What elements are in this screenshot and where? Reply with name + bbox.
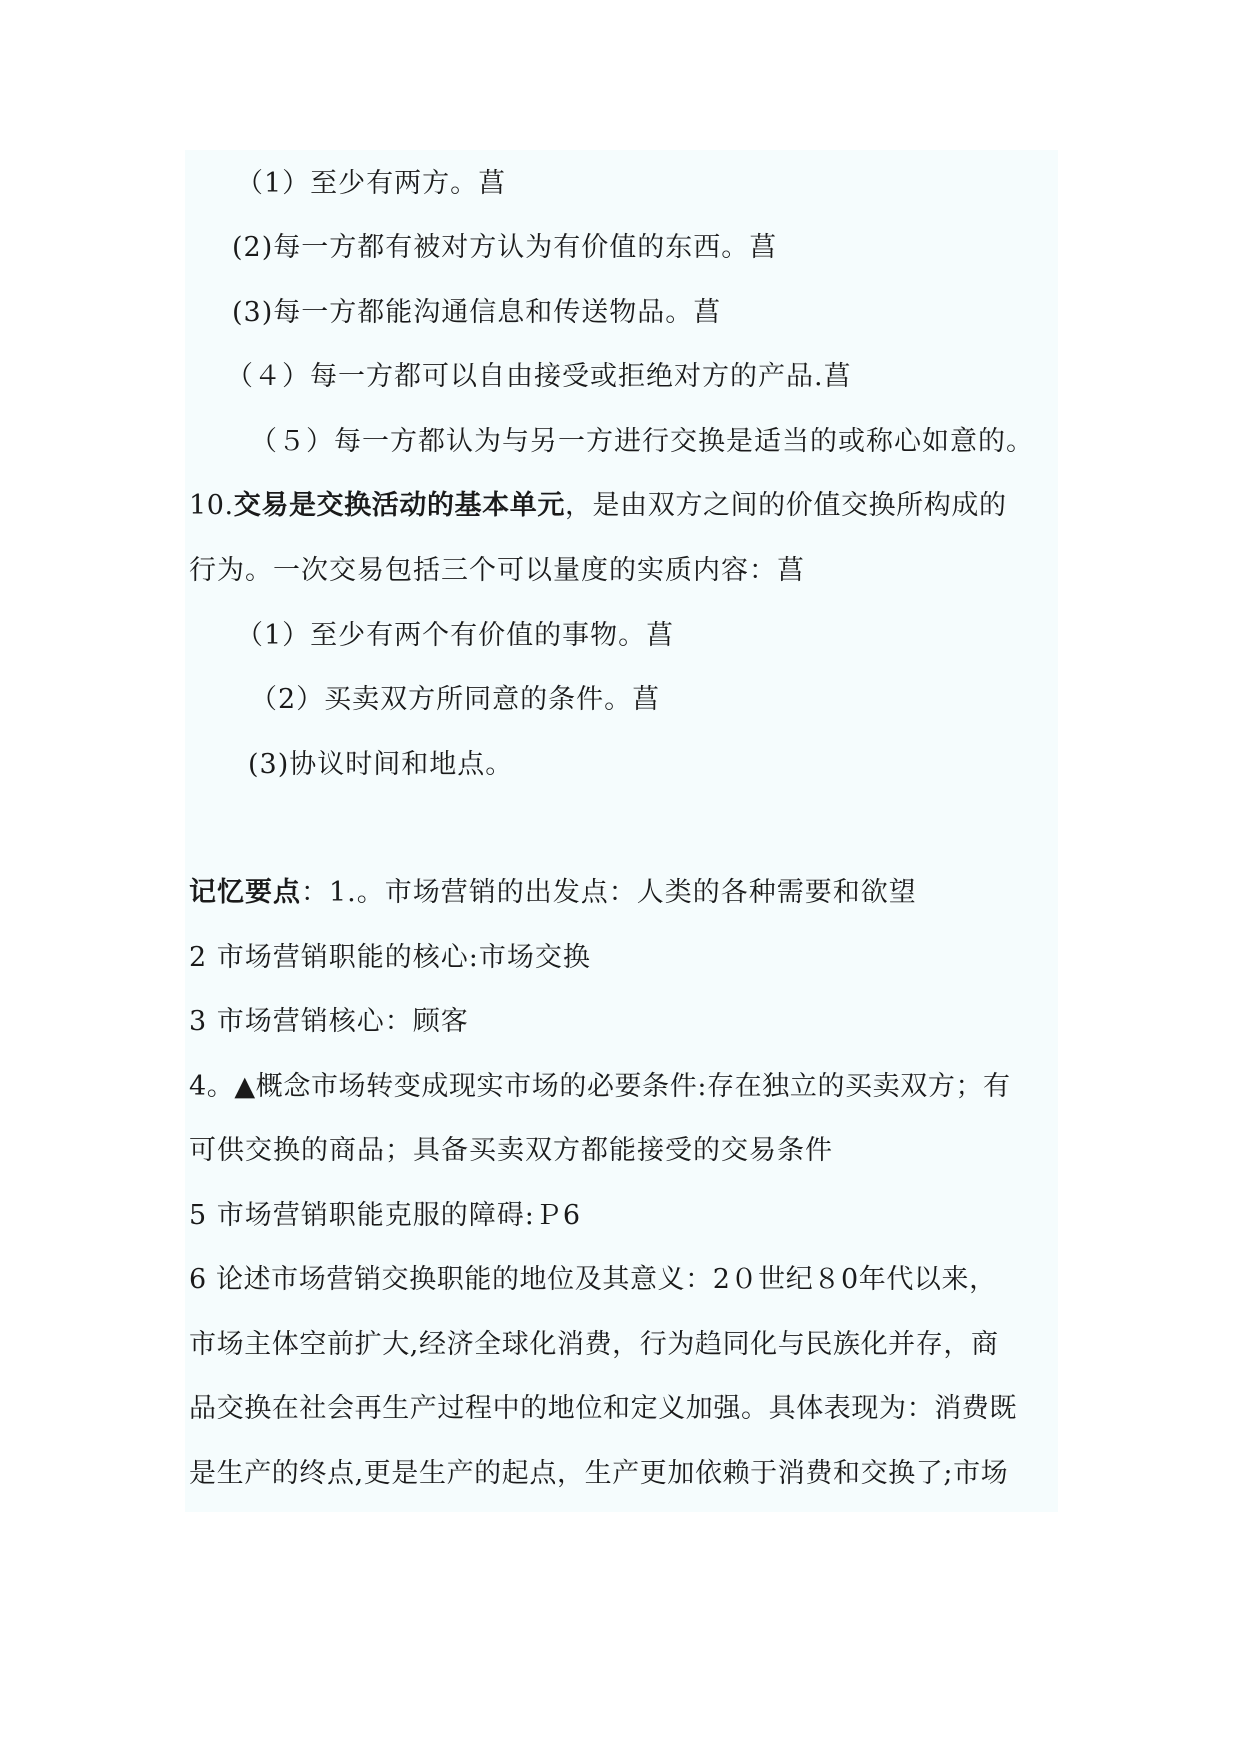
- memory-points-label: 记忆要点: [189, 877, 301, 908]
- line-13: 3 市场营销核心：顾客: [189, 1006, 469, 1037]
- line-17: 6 论述市场营销交换职能的地位及其意义：2０世纪８0年代以来，: [189, 1264, 997, 1295]
- line-11-rest: ：1.。市场营销的出发点：人类的各种需要和欲望: [301, 877, 917, 908]
- line-15: 可供交换的商品；具备买卖双方都能接受的交易条件: [189, 1135, 833, 1166]
- line-14: 4。▲概念市场转变成现实市场的必要条件:存在独立的买卖双方；有: [189, 1071, 1011, 1102]
- line-4: （４）每一方都可以自由接受或拒绝对方的产品.菖: [226, 361, 852, 392]
- line-19: 品交换在社会再生产过程中的地位和定义加强。具体表现为：消费既: [189, 1393, 1017, 1424]
- line-8: （1）至少有两个有价值的事物。菖: [236, 620, 675, 651]
- line-6-rest: ，是由双方之间的价值交换所构成的: [564, 490, 1007, 521]
- line-7: 行为。一次交易包括三个可以量度的实质内容：菖: [189, 555, 805, 586]
- line-9: （2）买卖双方所同意的条件。菖: [250, 684, 661, 715]
- line-6-number: 10.: [189, 490, 234, 521]
- line-18: 市场主体空前扩大,经济全球化消费，行为趋同化与民族化并存，商: [189, 1329, 999, 1360]
- line-2: (2)每一方都有被对方认为有价值的东西。菖: [232, 232, 778, 263]
- line-16: 5 市场营销职能克服的障碍:Ｐ6: [189, 1200, 582, 1231]
- line-1: （1）至少有两方。菖: [236, 168, 507, 199]
- line-3: (3)每一方都能沟通信息和传送物品。菖: [232, 297, 722, 328]
- line-5: （５）每一方都认为与另一方进行交换是适当的或称心如意的。: [250, 426, 1034, 457]
- line-10: (3)协议时间和地点。: [248, 749, 514, 780]
- line-6: [189, 488, 1054, 524]
- line-12: 2 市场营销职能的核心:市场交换: [189, 942, 591, 973]
- line-11: [189, 875, 917, 911]
- document-highlight-block: [185, 150, 1058, 1512]
- line-6-bold: 交易是交换活动的基本单元: [233, 490, 565, 521]
- line-20: 是生产的终点,更是生产的起点，生产更加依赖于消费和交换了;市场: [189, 1458, 1009, 1489]
